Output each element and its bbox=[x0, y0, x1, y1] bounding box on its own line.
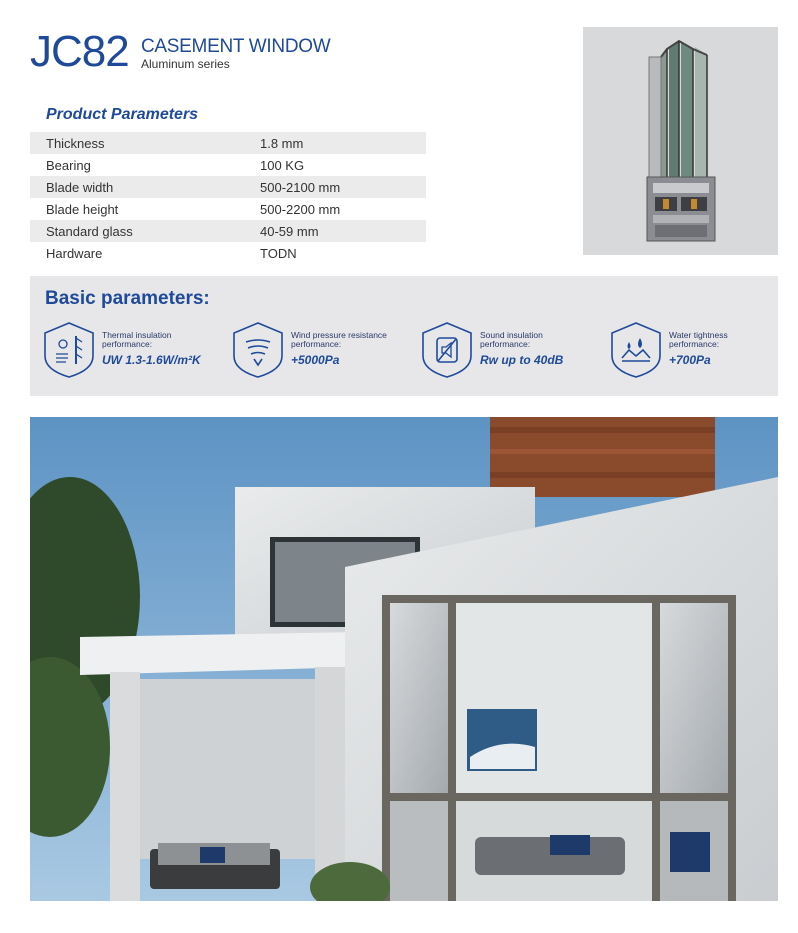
product-parameters-heading: Product Parameters bbox=[46, 106, 199, 123]
param-value: 100 KG bbox=[260, 157, 305, 173]
wind-icon bbox=[231, 320, 285, 380]
param-key: Blade height bbox=[46, 201, 119, 217]
basic-parameters-heading: Basic parameters: bbox=[45, 288, 210, 309]
param-value: 500-2200 mm bbox=[260, 201, 341, 217]
water-icon bbox=[609, 320, 663, 380]
feature-label: Sound insulation performance: bbox=[480, 330, 543, 349]
product-parameters-table bbox=[30, 132, 426, 264]
param-value: TODN bbox=[260, 245, 297, 261]
series-subtitle: Aluminum series bbox=[141, 57, 230, 71]
feature-value: +5000Pa bbox=[291, 353, 340, 367]
feature-label: Thermal insulation performance: bbox=[102, 330, 172, 349]
basic-parameters-panel bbox=[30, 276, 778, 396]
feature-label: Water tightness performance: bbox=[669, 330, 728, 349]
series-name: CASEMENT WINDOW bbox=[141, 36, 331, 57]
house-photo bbox=[30, 417, 778, 901]
param-value: 1.8 mm bbox=[260, 135, 304, 151]
param-value: 40-59 mm bbox=[260, 223, 319, 239]
table-row bbox=[30, 154, 426, 176]
param-key: Bearing bbox=[46, 157, 91, 173]
feature-value: UW 1.3-1.6W/m²K bbox=[102, 353, 201, 367]
table-row bbox=[30, 220, 426, 242]
profile-cross-section-icon bbox=[583, 27, 778, 255]
thermal-icon bbox=[42, 320, 96, 380]
param-key: Standard glass bbox=[46, 223, 133, 239]
feature-value: +700Pa bbox=[669, 353, 711, 367]
window-profile-image bbox=[583, 27, 778, 255]
param-key: Blade width bbox=[46, 179, 114, 195]
feature-value: Rw up to 40dB bbox=[480, 353, 564, 367]
table-row bbox=[30, 242, 426, 264]
table-row bbox=[30, 176, 426, 198]
house-illustration bbox=[30, 417, 778, 901]
table-row bbox=[30, 198, 426, 220]
sound-icon bbox=[420, 320, 474, 380]
param-key: Thickness bbox=[46, 135, 105, 151]
model-name: JC82 bbox=[30, 27, 129, 76]
feature-label: Wind pressure resistance performance: bbox=[291, 330, 387, 349]
param-value: 500-2100 mm bbox=[260, 179, 341, 195]
param-key: Hardware bbox=[46, 245, 103, 261]
table-row bbox=[30, 132, 426, 154]
